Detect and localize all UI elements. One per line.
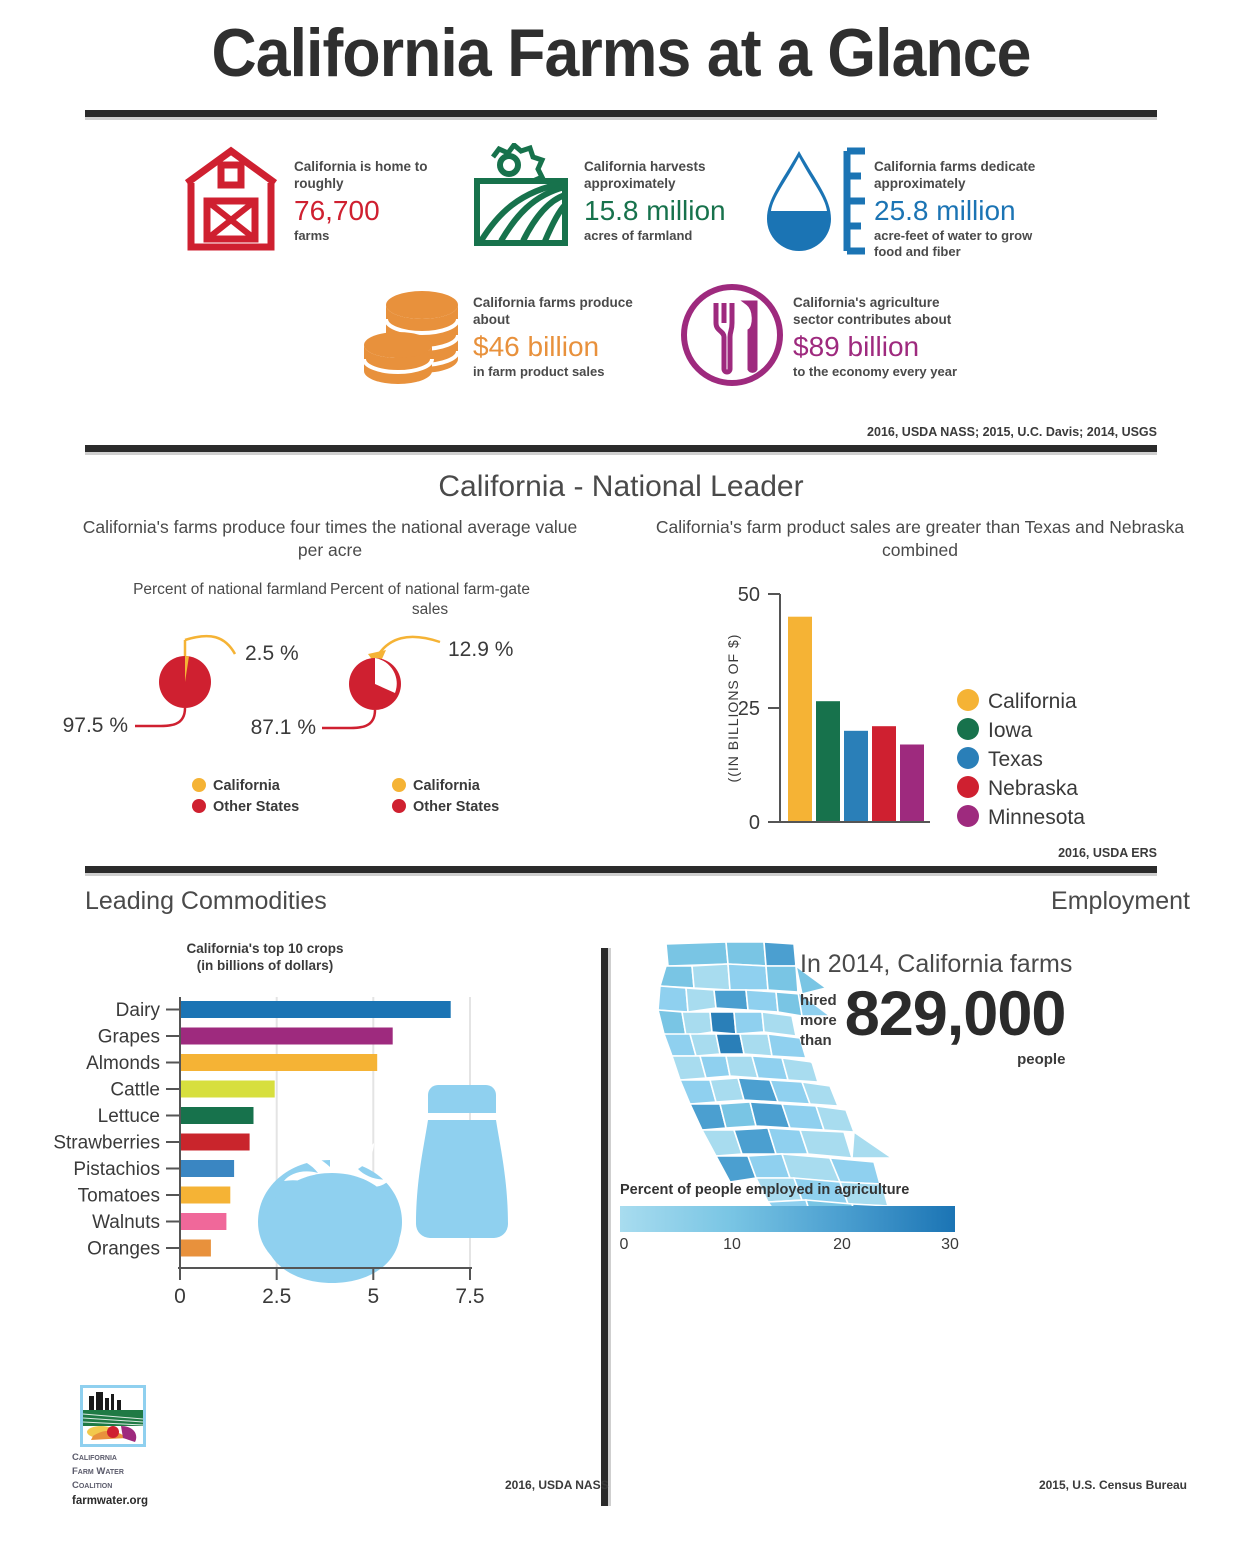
pies-caption: California's farms produce four times the national average value per acre (82, 517, 578, 560)
pie-chart-farmland (135, 636, 235, 726)
stat-sub: acre-feet of water to grow food and fiber (874, 227, 1033, 260)
farm-field-icon (471, 143, 576, 263)
pie-value-other-farmland: 97.5 % (62, 713, 128, 737)
commodity-caption (100, 940, 430, 975)
stat-value: 15.8 million (584, 194, 726, 226)
logo[interactable] (72, 1385, 192, 1507)
credit-top: 2016, USDA NASS; 2015, U.C. Davis; 2014, USGS (867, 425, 1157, 439)
ytick-50: 50 (737, 583, 760, 606)
divider-top (85, 110, 1157, 117)
bar-dairy (180, 1001, 451, 1018)
national-leader-body (0, 510, 1242, 852)
water-drop-icon (761, 143, 866, 263)
stat-row-2 (0, 279, 1242, 399)
stat-lead: California is home to roughly (294, 159, 428, 191)
stat-value: 25.8 million (874, 194, 1016, 226)
state-sales-panel (630, 510, 1210, 852)
stat-row-1 (0, 143, 1242, 263)
ytick-0: 0 (748, 811, 760, 834)
state-sales-caption: California's farm product sales are greater than Texas and Nebraska combined (655, 517, 1185, 560)
label-almonds: Almonds (86, 1052, 160, 1074)
legend-swatch-california (392, 778, 406, 792)
legend-row (192, 797, 330, 818)
logo-text (72, 1451, 192, 1492)
heading-employment: Employment (1051, 886, 1190, 915)
employment-number: 829,000 (844, 978, 1066, 1049)
credit-employment: 2015, U.S. Census Bureau (1038, 1478, 1187, 1492)
legend-label-other-states: Other States (413, 798, 500, 815)
pie-label-sales: Percent of national farm-gate sales (330, 580, 530, 618)
credit-commodities: 2016, USDA NASS (505, 1478, 609, 1492)
logo-line-1: California (72, 1452, 117, 1463)
stat-sub: to the economy every year (793, 363, 958, 379)
legend-label-iowa: Iowa (988, 718, 1033, 742)
xtick-2-5: 2.5 (262, 1284, 292, 1308)
stat-sub: farms (294, 227, 330, 243)
logo-line-2: Farm Water (72, 1465, 124, 1477)
legend-label-nebraska: Nebraska (988, 776, 1078, 800)
bar-pistachios (180, 1160, 234, 1177)
pie-legends (30, 776, 630, 818)
pies-panel (30, 510, 630, 852)
divider-mid-2 (85, 866, 1157, 873)
bar-nebraska (872, 726, 896, 822)
bar-almonds (180, 1054, 377, 1071)
stat-lead: California's agriculture sector contributes about (793, 295, 952, 327)
credit-section2: 2016, USDA ERS (1058, 845, 1157, 860)
legend-swatch-nebraska (957, 776, 979, 798)
employment-unit: people (1017, 1050, 1066, 1068)
stat-lead: California harvests approximately (584, 159, 706, 191)
legend-row (192, 776, 330, 797)
key-stats-section (0, 117, 1242, 409)
legend-label-other-states: Other States (213, 798, 300, 815)
label-strawberries: Strawberries (53, 1132, 160, 1154)
yaxis-label: ((IN BILLIONS OF $) (725, 633, 741, 782)
stat-value: 76,700 (294, 194, 380, 226)
commodity-xticks (174, 1285, 484, 1308)
leading-commodities-panel (30, 887, 600, 1320)
legend-swatch-california (957, 689, 979, 711)
bar-tomatoes (180, 1186, 230, 1203)
legend-swatch-california (192, 778, 206, 792)
label-lettuce: Lettuce (97, 1105, 160, 1127)
xtick-7-5: 7.5 (455, 1284, 485, 1308)
colorbar-tick-10: 10 (723, 1235, 741, 1253)
coin-stack-icon (360, 279, 465, 399)
label-cattle: Cattle (110, 1079, 160, 1101)
legend-label-minnesota: Minnesota (988, 805, 1085, 829)
pie-label-farmland: Percent of national farmland (133, 580, 327, 598)
stat-economy-text (785, 279, 970, 380)
stat-value: $46 billion (473, 330, 600, 362)
emp-line-hired: hired (800, 991, 837, 1009)
label-walnuts: Walnuts (92, 1211, 160, 1233)
section-heading-national-leader: California - National Leader (438, 470, 804, 503)
ytick-25: 25 (737, 697, 760, 720)
logo-line-3: Coalition (72, 1479, 113, 1491)
pie-legend-sales (330, 776, 530, 818)
bars (788, 616, 924, 821)
legend-row (392, 776, 530, 797)
pie-legend-farmland (130, 776, 330, 818)
bar-california (788, 616, 812, 821)
legend-swatch-other-states (192, 799, 206, 813)
stat-farms-text (286, 143, 471, 244)
legend-swatch-minnesota (957, 805, 979, 827)
legend-swatch-other-states (392, 799, 406, 813)
pie-labels (30, 580, 630, 620)
state-sales-bar-svg (630, 572, 1190, 852)
state-sales-legend (957, 689, 1085, 829)
legend-label-texas: Texas (988, 747, 1043, 771)
label-oranges: Oranges (87, 1238, 160, 1260)
stat-sub: acres of farmland (584, 227, 693, 243)
bar-oranges (180, 1239, 211, 1256)
stat-economy (680, 279, 970, 399)
colorbar-tick-0: 0 (619, 1235, 629, 1253)
stat-sub: in farm product sales (473, 363, 605, 379)
section3 (0, 873, 1242, 1320)
legend-label-california: California (213, 777, 280, 794)
label-grapes: Grapes (97, 1026, 160, 1048)
stat-farms (181, 143, 471, 263)
stat-value: $89 billion (793, 330, 920, 362)
colorbar-ticks (619, 1232, 959, 1256)
stat-sales-text (465, 279, 650, 380)
employment-hired-more-than (800, 983, 845, 1052)
page-title: California Farms at a Glance (211, 15, 1031, 91)
stat-farmland (471, 143, 761, 263)
bar-walnuts (180, 1213, 226, 1230)
pie-value-other-sales: 87.1 % (250, 715, 316, 739)
colorbar-title: Percent of people employed in agriculture (620, 1181, 910, 1198)
state-sales-chart (630, 572, 1210, 852)
stat-lead: California farms dedicate approximately (874, 159, 1036, 191)
divider-vertical (601, 948, 608, 1506)
bar-strawberries (180, 1133, 250, 1150)
stat-sales (360, 279, 650, 399)
commodity-caption-line2: (in billions of dollars) (196, 958, 334, 974)
legend-row (392, 797, 530, 818)
colorbar-gradient (620, 1206, 955, 1232)
commodity-chart (30, 985, 600, 1320)
pie-value-ca-farmland: 2.5 % (245, 641, 299, 665)
commodity-yticks (166, 1009, 180, 1248)
stat-water (761, 143, 1061, 263)
employment-lead: In 2014, California farms (800, 949, 1073, 978)
pie-chart-sales (322, 637, 440, 728)
heading-leading-commodities: Leading Commodities (85, 886, 327, 915)
commodity-caption-line1: California's top 10 crops (186, 940, 344, 956)
bar-grapes (180, 1027, 393, 1044)
employment-colorbar (619, 1181, 959, 1256)
legend-label-california: California (988, 689, 1077, 713)
logo-url[interactable]: farmwater.org (72, 1495, 149, 1508)
bar-minnesota (900, 744, 924, 822)
employment-body (620, 932, 1200, 1252)
logo-artwork (80, 1385, 146, 1447)
employment-panel (600, 887, 1200, 1320)
xtick-0: 0 (174, 1284, 186, 1308)
xtick-5: 5 (367, 1284, 380, 1308)
bar-cattle (180, 1080, 275, 1097)
label-dairy: Dairy (115, 999, 160, 1021)
pie-graphics (30, 622, 630, 772)
legend-swatch-texas (957, 747, 979, 769)
emp-line-than: than (800, 1032, 832, 1049)
plate-fork-knife-icon (680, 279, 785, 399)
emp-line-more: more (800, 1011, 837, 1029)
colorbar-tick-30: 30 (941, 1235, 959, 1253)
colorbar-tick-20: 20 (833, 1235, 851, 1253)
stat-farmland-text (576, 143, 761, 244)
stat-water-text (866, 143, 1061, 260)
divider-mid-1 (85, 445, 1157, 452)
stat-lead: California farms produce about (473, 295, 633, 327)
bar-texas (844, 730, 868, 821)
legend-label-california: California (413, 777, 480, 794)
pie-value-ca-sales: 12.9 % (448, 637, 514, 661)
bar-iowa (816, 701, 840, 822)
label-pistachios: Pistachios (73, 1158, 160, 1180)
commodity-labels (53, 1000, 160, 1260)
bar-lettuce (180, 1107, 254, 1124)
commodity-bar-svg (30, 985, 590, 1315)
barn-icon (181, 143, 286, 263)
legend-swatch-iowa (957, 718, 979, 740)
employment-stat (800, 950, 1200, 1070)
label-tomatoes: Tomatoes (77, 1185, 160, 1207)
